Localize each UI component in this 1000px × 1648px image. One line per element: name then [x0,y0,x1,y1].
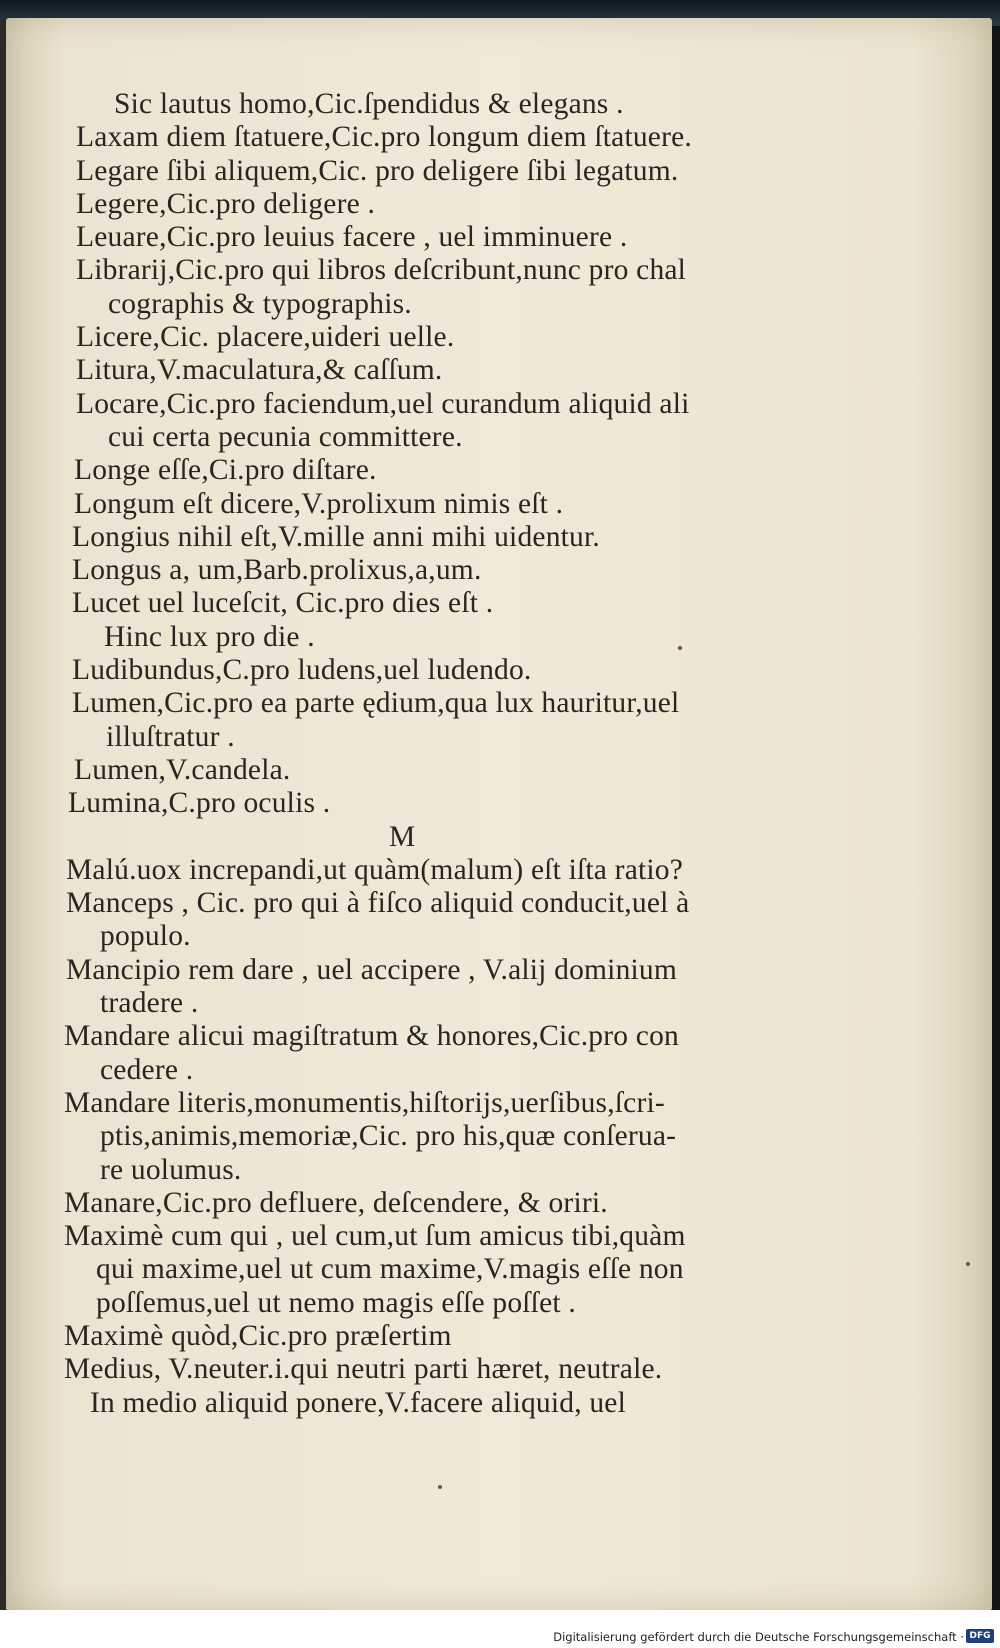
text-line: Manceps , Cic. pro qui à fiſco aliquid conducit,uel à [66,887,690,920]
ink-speck [438,1485,442,1489]
text-line: Litura,V.maculatura,& caſſum. [76,354,443,387]
text-line: Locare,Cic.pro faciendum,uel curandum aliquid ali [76,387,690,420]
text-line: Lucet uel luceſcit, Cic.pro dies eſt . [72,587,494,620]
text-line: Leuare,Cic.pro leuius facere , uel imminuere . [76,221,628,254]
page-text [64,88,824,1420]
text-line: Legare ſibi aliquem,Cic. pro deligere ſibi legatum. [76,154,679,187]
text-line: Lumen,V.candela. [74,753,291,786]
text-line: Longius nihil eſt,V.mille anni mihi uidentur. [72,520,600,553]
text-line: cui certa pecunia committere. [108,420,463,453]
text-line: populo. [100,920,191,953]
text-line: cedere . [100,1053,194,1086]
text-line: Manare,Cic.pro defluere, deſcendere, & oriri. [64,1186,608,1219]
text-line: ptis,animis,memoriæ,Cic. pro his,quæ conſerua- [100,1120,677,1153]
text-line: Laxam diem ſtatuere,Cic.pro longum diem ſtatuere. [76,121,692,154]
text-line: Librarij,Cic.pro qui libros deſcribunt,nunc pro chal [76,254,687,287]
text-line: Mandare literis,monumentis,hiſtorijs,uerſibus,ſcri- [64,1086,665,1119]
text-line: Licere,Cic. placere,uideri uelle. [76,321,455,354]
text-line: In medio aliquid ponere,V.facere aliquid, uel [90,1386,626,1419]
text-line: Maximè quòd,Cic.pro præſertim [64,1319,452,1352]
dfg-logo: DFG [966,1629,994,1643]
footer-credit: Digitalisierung gefördert durch die Deutsche Forschungsgemeinschaft · [553,1630,964,1644]
section-letter: M [389,820,416,853]
text-line: Mandare alicui magiſtratum & honores,Cic.pro con [64,1020,679,1053]
text-line: Ludibundus,C.pro ludens,uel ludendo. [72,654,532,687]
text-line: Sic lautus homo,Cic.ſpendidus & elegans . [114,88,624,120]
footer-bar [0,1610,1000,1648]
text-line: tradere . [100,987,199,1020]
text-line: Medius, V.neuter.i.qui neutri parti hæret, neutrale. [64,1353,663,1386]
text-line: cographis & typographis. [108,287,412,320]
text-line: qui maxime,uel ut cum maxime,V.magis eſſe non [96,1253,684,1286]
text-line: Lumen,Cic.pro ea parte ędium,qua lux hauritur,uel [72,687,680,720]
text-line: poſſemus,uel ut nemo magis eſſe poſſet . [96,1286,576,1319]
text-line: Longe eſſe,Ci.pro diſtare. [74,454,377,487]
text-line: Maximè cum qui , uel cum,ut ſum amicus tibi,quàm [64,1220,686,1253]
text-line: Hinc lux pro die . [104,620,315,653]
ink-speck [966,1262,970,1266]
text-line: Lumina,C.pro oculis . [68,787,331,820]
text-line: Malú.uox increpandi,ut quàm(malum) eſt iſta ratio? [66,853,684,886]
text-line: Longum eſt dicere,V.prolixum nimis eſt . [74,487,564,520]
text-line: Longus a, um,Barb.prolixus,a,um. [72,554,482,587]
text-line: illuſtratur . [106,720,235,753]
text-line: Legere,Cic.pro deligere . [76,187,376,220]
text-line: Mancipio rem dare , uel accipere , V.alij dominium [66,953,678,986]
text-line: re uolumus. [100,1153,242,1186]
